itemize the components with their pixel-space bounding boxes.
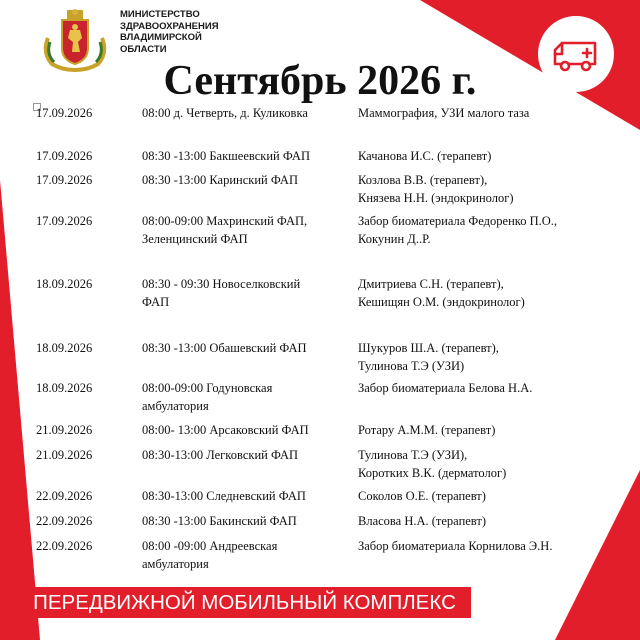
row-date: 21.09.2026 bbox=[36, 448, 93, 462]
row-date: 17.09.2026 bbox=[36, 214, 93, 228]
row-specialist bbox=[358, 446, 618, 482]
row-place bbox=[142, 212, 357, 248]
place-line: 08:30 -13:00 Обашевский ФАП bbox=[142, 341, 307, 355]
row-place bbox=[142, 487, 357, 505]
row-specialist bbox=[358, 147, 618, 165]
row-date: 17.09.2026 bbox=[36, 173, 93, 187]
row-place bbox=[142, 171, 357, 189]
specialist-line: Тулинова Т.Э (УЗИ) bbox=[358, 359, 465, 373]
specialist-line: Забор биоматериала Корнилова Э.Н. bbox=[358, 539, 553, 553]
row-place bbox=[142, 446, 357, 464]
place-line: 08:30-13:00 Легковский ФАП bbox=[142, 448, 299, 462]
row-specialist bbox=[358, 421, 618, 439]
row-date: 22.09.2026 bbox=[36, 539, 93, 553]
row-specialist bbox=[358, 512, 618, 530]
place-line: амбулатория bbox=[142, 399, 209, 413]
ministry-line: ЗДРАВООХРАНЕНИЯ bbox=[120, 20, 219, 32]
row-specialist bbox=[358, 275, 618, 311]
specialist-line: Дмитриева С.Н. (терапевт), bbox=[358, 277, 504, 291]
row-date: 22.09.2026 bbox=[36, 489, 93, 503]
specialist-line: Коротких В.К. (дерматолог) bbox=[358, 466, 507, 480]
row-date: 17.09.2026 bbox=[36, 149, 93, 163]
row-date: 17.09.2026 bbox=[36, 106, 93, 120]
row-specialist bbox=[358, 379, 618, 397]
row-place bbox=[142, 512, 357, 530]
specialist-line: Кешищян О.М. (эндокринолог) bbox=[358, 295, 525, 309]
row-date: 21.09.2026 bbox=[36, 423, 93, 437]
row-specialist bbox=[358, 339, 618, 375]
place-line: ФАП bbox=[142, 295, 170, 309]
row-place bbox=[142, 147, 357, 165]
place-line: 08:00-09:00 Махринский ФАП, bbox=[142, 214, 308, 228]
specialist-line: Соколов О.Е. (терапевт) bbox=[358, 489, 486, 503]
row-place bbox=[142, 275, 357, 311]
place-line: 08:30 - 09:30 Новоселковский bbox=[142, 277, 301, 291]
place-line: Зеленцинский ФАП bbox=[142, 232, 248, 246]
place-line: 08:00 -09:00 Андреевская bbox=[142, 539, 278, 553]
row-date: 22.09.2026 bbox=[36, 514, 93, 528]
page-title: Сентябрь 2026 г. bbox=[163, 58, 477, 104]
row-place bbox=[142, 421, 357, 439]
specialist-line: Князева Н.Н. (эндокринолог) bbox=[358, 191, 514, 205]
row-date: 18.09.2026 bbox=[36, 381, 93, 395]
place-line: 08:30 -13:00 Бакшеевский ФАП bbox=[142, 149, 310, 163]
specialist-line: Забор биоматериала Белова Н.А. bbox=[358, 381, 533, 395]
row-specialist bbox=[358, 537, 618, 555]
place-line: 08:00-09:00 Годуновская bbox=[142, 381, 273, 395]
ministry-name bbox=[120, 9, 260, 55]
row-date: 18.09.2026 bbox=[36, 341, 93, 355]
ministry-line: ОБЛАСТИ bbox=[120, 43, 167, 55]
place-line: 08:30-13:00 Следневский ФАП bbox=[142, 489, 306, 503]
row-specialist bbox=[358, 212, 618, 248]
row-specialist bbox=[358, 104, 618, 122]
specialist-line: Козлова В.В. (терапевт), bbox=[358, 173, 488, 187]
row-place bbox=[142, 339, 357, 357]
specialist-line: Качанова И.С. (терапевт) bbox=[358, 149, 492, 163]
row-specialist bbox=[358, 171, 618, 207]
specialist-line: Шукуров Ш.А. (терапевт), bbox=[358, 341, 499, 355]
specialist-line: Тулинова Т.Э (УЗИ), bbox=[358, 448, 468, 462]
place-line: амбулатория bbox=[142, 557, 209, 571]
specialist-line: Забор биоматериала Федоренко П.О., bbox=[358, 214, 558, 228]
row-place bbox=[142, 379, 357, 415]
specialist-line: Ротару А.М.М. (терапевт) bbox=[358, 423, 496, 437]
row-place bbox=[142, 104, 357, 122]
row-place bbox=[142, 537, 357, 573]
ministry-line: МИНИСТЕРСТВО bbox=[120, 9, 200, 20]
place-line: 08:30 -13:00 Бакинский ФАП bbox=[142, 514, 297, 528]
specialist-line: Кокунин Д..Р. bbox=[358, 232, 431, 246]
place-line: 08:00 д. Четверть, д. Куликовка bbox=[142, 106, 308, 120]
specialist-line: Маммография, УЗИ малого таза bbox=[358, 106, 530, 120]
footer-banner: ПЕРЕДВИЖНОЙ МОБИЛЬНЫЙ КОМПЛЕКС bbox=[18, 587, 471, 618]
ministry-line: ВЛАДИМИРСКОЙ bbox=[120, 32, 202, 43]
row-specialist bbox=[358, 487, 618, 505]
place-line: 08:00- 13:00 Арсаковский ФАП bbox=[142, 423, 309, 437]
specialist-line: Власова Н.А. (терапевт) bbox=[358, 514, 487, 528]
row-date: 18.09.2026 bbox=[36, 277, 93, 291]
place-line: 08:30 -13:00 Каринский ФАП bbox=[142, 173, 298, 187]
